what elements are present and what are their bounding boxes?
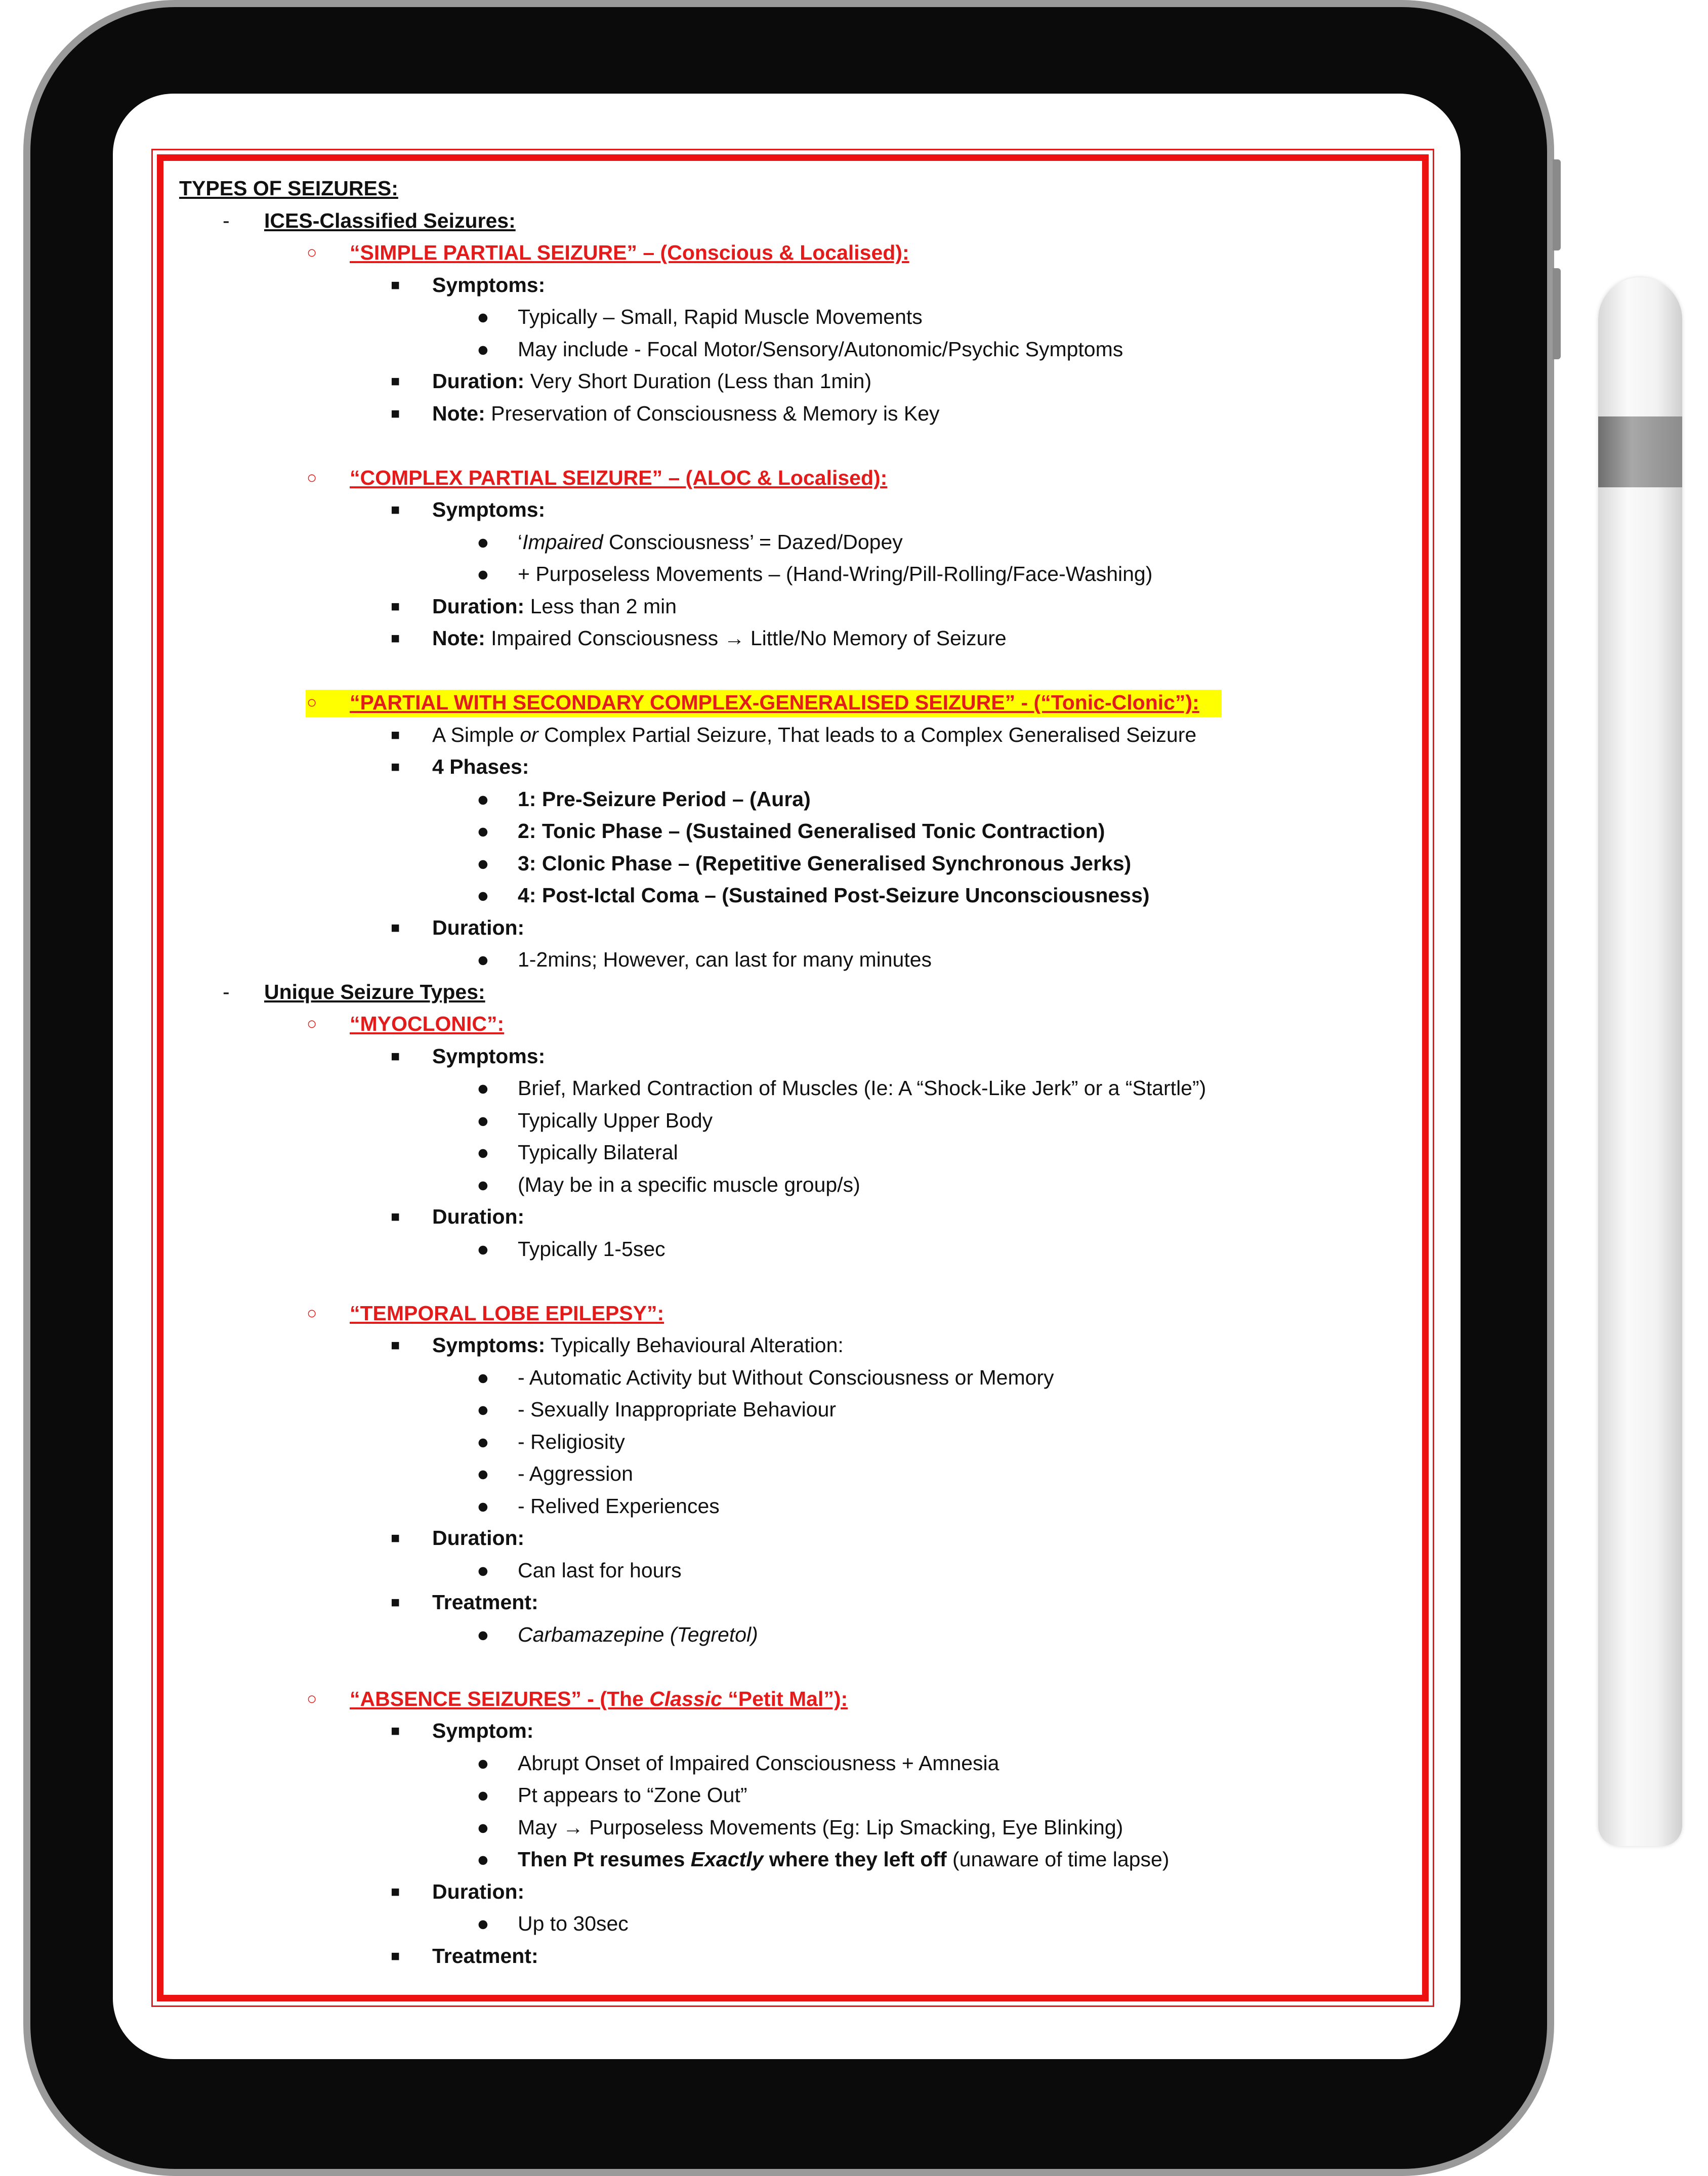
dot-bullet-icon: ● [477, 851, 489, 875]
line-text [518, 1844, 1169, 1876]
line-text [518, 848, 1131, 880]
square-bullet-icon: ■ [391, 1594, 400, 1611]
list-item [179, 1747, 1424, 1780]
blank-line [179, 1265, 1424, 1298]
text-segment: Then Pt resumes [518, 1848, 691, 1871]
line-text [432, 494, 545, 526]
volume-down-button [1553, 268, 1561, 359]
document-title [179, 173, 1424, 205]
dot-bullet-icon: ● [477, 1462, 489, 1485]
line-text [518, 1619, 758, 1651]
list-item [179, 1105, 1424, 1137]
text-segment: “SIMPLE PARTIAL SEIZURE” – (Conscious & Localised): [350, 241, 909, 264]
square-bullet-icon: ■ [391, 759, 400, 775]
text-segment: Typically 1-5sec [518, 1237, 665, 1261]
square-bullet-icon: ■ [391, 501, 400, 518]
text-segment: “PARTIAL WITH SECONDARY COMPLEX-GENERALISED SEIZURE” - (“Tonic-Clonic”): [350, 691, 1199, 714]
line-text [432, 1876, 524, 1908]
line-text [518, 1812, 1123, 1844]
line-text [518, 1233, 665, 1266]
list-item [179, 365, 1424, 398]
text-segment: Preservation of Consciousness & Memory is Key [485, 401, 940, 425]
dot-bullet-icon: ● [477, 337, 489, 361]
line-text [432, 1329, 844, 1362]
square-bullet-icon: ■ [391, 373, 400, 390]
line-text [350, 1683, 848, 1715]
circle-bullet-icon: ○ [307, 243, 317, 262]
line-text [518, 1490, 720, 1523]
list-item [179, 751, 1424, 783]
text-segment: - Automatic Activity but Without Consciousness or Memory [518, 1365, 1054, 1389]
list-item [179, 269, 1424, 302]
line-text [264, 976, 485, 1009]
list-item [179, 976, 1424, 1009]
line-text [432, 912, 524, 944]
list-item [179, 558, 1424, 591]
list-item [179, 333, 1424, 366]
text-segment: Duration: [432, 915, 525, 939]
dot-bullet-icon: ● [477, 1398, 489, 1421]
circle-bullet-icon: ○ [307, 1014, 317, 1033]
square-bullet-icon: ■ [391, 919, 400, 936]
list-item [179, 398, 1424, 430]
text-segment: Very Short Duration (Less than 1min) [524, 369, 872, 393]
text-segment: - Religiosity [518, 1430, 625, 1453]
line-text [432, 591, 677, 623]
text-segment: Symptoms: [432, 273, 546, 297]
text-segment: Typically Behavioural Alteration: [545, 1333, 844, 1357]
square-bullet-icon: ■ [391, 276, 400, 294]
square-bullet-icon: ■ [391, 630, 400, 647]
line-text [518, 815, 1105, 848]
text-segment: Symptoms: [432, 1333, 546, 1357]
text-segment: Carbamazepine (Tegretol) [518, 1622, 758, 1646]
text-segment: (unaware of time lapse) [946, 1848, 1170, 1871]
line-text [350, 687, 1199, 719]
text-segment: Brief, Marked Contraction of Muscles (Ie: A “Shock-Like Jerk” or a “Startle”) [518, 1076, 1206, 1100]
square-bullet-icon: ■ [391, 726, 400, 743]
circle-bullet-icon: ○ [307, 1303, 317, 1323]
list-item [179, 1394, 1424, 1426]
list-item [179, 1555, 1424, 1587]
text-segment: Treatment: [432, 1591, 538, 1614]
text-segment: Abrupt Onset of Impaired Consciousness + Amnesia [518, 1751, 999, 1775]
list-item [179, 912, 1424, 944]
line-text [518, 1169, 860, 1201]
dot-bullet-icon: ● [477, 562, 489, 585]
text-segment: Can last for hours [518, 1558, 682, 1582]
line-text [432, 1715, 533, 1747]
line-text [518, 1747, 999, 1780]
text-segment: “MYOCLONIC”: [350, 1012, 505, 1035]
dot-bullet-icon: ● [477, 1430, 489, 1453]
list-item [179, 1233, 1424, 1266]
line-text [518, 526, 903, 559]
text-segment: Classic [649, 1687, 722, 1710]
list-item [179, 1137, 1424, 1169]
text-segment: May include - Focal Motor/Sensory/Autonomic/Psychic Symptoms [518, 337, 1123, 361]
text-segment: Complex Partial Seizure, That leads to a Complex Generalised Seizure [538, 723, 1197, 746]
text-segment: - Aggression [518, 1462, 633, 1485]
line-text [518, 1394, 836, 1426]
line-text [518, 1426, 625, 1458]
text-segment: “TEMPORAL LOBE EPILEPSY”: [350, 1301, 664, 1325]
list-item [179, 205, 1424, 237]
text-segment: “Petit Mal”): [722, 1687, 848, 1710]
blank-line [179, 1651, 1424, 1683]
section-heading [179, 687, 1424, 719]
line-text [350, 462, 887, 494]
line-text [432, 365, 871, 398]
line-text [432, 398, 940, 430]
text-segment: Symptom: [432, 1719, 534, 1742]
line-text [518, 1555, 682, 1587]
dash-bullet-icon: - [223, 980, 230, 1003]
line-text [432, 719, 1196, 751]
list-item [179, 1426, 1424, 1458]
list-item [179, 1940, 1424, 1973]
circle-bullet-icon: ○ [307, 1689, 317, 1708]
line-text [518, 301, 923, 333]
line-text [518, 1458, 633, 1490]
dot-bullet-icon: ● [477, 1365, 489, 1389]
line-text [518, 1137, 678, 1169]
dot-bullet-icon: ● [477, 787, 489, 811]
blank-line [179, 430, 1424, 462]
line-text [264, 205, 516, 237]
square-bullet-icon: ■ [391, 1208, 400, 1225]
pencil-band [1598, 416, 1682, 487]
list-item [179, 526, 1424, 559]
line-text [432, 269, 545, 302]
text-segment: Note: [432, 626, 485, 650]
list-item [179, 1586, 1424, 1619]
line-text [432, 1040, 545, 1073]
text-segment: 1-2mins; However, can last for many minutes [518, 948, 932, 971]
dot-bullet-icon: ● [477, 1622, 489, 1646]
square-bullet-icon: ■ [391, 1883, 400, 1900]
text-segment: Less than 2 min [524, 594, 677, 618]
text-segment: 4 Phases: [432, 755, 529, 778]
line-text [518, 1105, 713, 1137]
square-bullet-icon: ■ [391, 1723, 400, 1739]
dot-bullet-icon: ● [477, 1494, 489, 1518]
text-segment: “COMPLEX PARTIAL SEIZURE” – (ALOC & Localised): [350, 466, 888, 489]
text-segment: Unique Seizure Types: [264, 980, 485, 1003]
text-segment: Duration: [432, 1205, 525, 1228]
list-item [179, 1812, 1424, 1844]
list-item [179, 1619, 1424, 1651]
text-segment: Duration: [432, 594, 525, 618]
text-segment: 3: Clonic Phase – (Repetitive Generalised Synchronous Jerks) [518, 851, 1132, 875]
stylus-pencil [1598, 277, 1682, 1846]
list-item [179, 815, 1424, 848]
text-segment: ‘ [518, 530, 523, 554]
text-segment: Treatment: [432, 1944, 538, 1968]
text-segment: - Sexually Inappropriate Behaviour [518, 1398, 837, 1421]
list-item [179, 1201, 1424, 1233]
volume-up-button [1553, 159, 1561, 250]
list-item [179, 1876, 1424, 1908]
list-item [179, 1458, 1424, 1490]
list-item [179, 494, 1424, 526]
list-item [179, 1490, 1424, 1523]
circle-bullet-icon: ○ [307, 468, 317, 487]
section-heading [179, 237, 1424, 269]
square-bullet-icon: ■ [391, 1947, 400, 1964]
dot-bullet-icon: ● [477, 1783, 489, 1807]
dot-bullet-icon: ● [477, 1108, 489, 1132]
line-text [518, 333, 1123, 366]
text-segment: Pt appears to “Zone Out” [518, 1783, 747, 1807]
blank-line [179, 655, 1424, 687]
line-text [350, 1298, 664, 1330]
list-item [179, 1715, 1424, 1747]
line-text [432, 1522, 524, 1555]
line-text [518, 880, 1150, 912]
text-segment: (May be in a specific muscle group/s) [518, 1173, 860, 1196]
dot-bullet-icon: ● [477, 1076, 489, 1100]
line-text [518, 1362, 1054, 1394]
list-item [179, 1362, 1424, 1394]
text-segment: Consciousness’ = Dazed/Dopey [603, 530, 903, 554]
section-heading [179, 1008, 1424, 1040]
line-text [432, 1201, 524, 1233]
text-segment: Exactly [690, 1848, 764, 1871]
list-item [179, 1329, 1424, 1362]
text-segment: Duration: [432, 369, 525, 393]
document-content [179, 173, 1424, 1972]
dot-bullet-icon: ● [477, 948, 489, 971]
list-item [179, 848, 1424, 880]
text-segment: Impaired Consciousness → Little/No Memory of Seizure [485, 626, 1007, 650]
text-segment: 2: Tonic Phase – (Sustained Generalised Tonic Contraction) [518, 819, 1105, 843]
line-text [432, 1586, 538, 1619]
text-segment: May → Purposeless Movements (Eg: Lip Smacking, Eye Blinking) [518, 1815, 1123, 1839]
dot-bullet-icon: ● [477, 1173, 489, 1196]
text-segment: Impaired [522, 530, 603, 554]
text-segment: Up to 30sec [518, 1912, 629, 1935]
text-segment: “ABSENCE SEIZURES” - (The [350, 1687, 650, 1710]
text-segment: ICES-Classified Seizures: [264, 208, 516, 232]
text-segment: Typically – Small, Rapid Muscle Movements [518, 305, 923, 328]
section-heading [179, 1683, 1424, 1715]
text-segment: - Relived Experiences [518, 1494, 720, 1518]
text-segment: Note: [432, 401, 485, 425]
list-item [179, 719, 1424, 751]
square-bullet-icon: ■ [391, 1530, 400, 1546]
line-text [350, 237, 909, 269]
dot-bullet-icon: ● [477, 1848, 489, 1871]
dot-bullet-icon: ● [477, 1237, 489, 1261]
list-item [179, 1040, 1424, 1073]
list-item [179, 1169, 1424, 1201]
list-item [179, 1779, 1424, 1812]
text-segment: Duration: [432, 1879, 525, 1903]
line-text [518, 1908, 629, 1940]
line-text [432, 1940, 538, 1973]
list-item [179, 783, 1424, 816]
dash-bullet-icon: - [223, 208, 230, 232]
line-text [179, 173, 398, 205]
square-bullet-icon: ■ [391, 1337, 400, 1354]
line-text [350, 1008, 504, 1040]
dot-bullet-icon: ● [477, 530, 489, 554]
dot-bullet-icon: ● [477, 884, 489, 907]
text-segment: Typically Bilateral [518, 1141, 678, 1164]
text-segment: where they left off [763, 1848, 947, 1871]
line-text [432, 751, 529, 783]
square-bullet-icon: ■ [391, 1048, 400, 1065]
section-heading [179, 462, 1424, 494]
list-item [179, 1072, 1424, 1105]
text-segment: 4: Post-Ictal Coma – (Sustained Post-Seizure Unconsciousness) [518, 884, 1150, 907]
text-segment: Duration: [432, 1526, 525, 1550]
text-segment: 1: Pre-Seizure Period – (Aura) [518, 787, 811, 811]
dot-bullet-icon: ● [477, 1815, 489, 1839]
text-segment: Symptoms: [432, 498, 546, 521]
list-item [179, 1522, 1424, 1555]
text-segment: + Purposeless Movements – (Hand-Wring/Pill-Rolling/Face-Washing) [518, 562, 1153, 585]
list-item [179, 880, 1424, 912]
dot-bullet-icon: ● [477, 819, 489, 843]
list-item [179, 591, 1424, 623]
square-bullet-icon: ■ [391, 405, 400, 422]
list-item [179, 1908, 1424, 1940]
line-text [518, 558, 1152, 591]
list-item [179, 944, 1424, 976]
dot-bullet-icon: ● [477, 305, 489, 328]
line-text [518, 783, 811, 816]
list-item [179, 622, 1424, 655]
dot-bullet-icon: ● [477, 1141, 489, 1164]
dot-bullet-icon: ● [477, 1558, 489, 1582]
line-text [518, 944, 932, 976]
text-segment: Symptoms: [432, 1044, 546, 1068]
square-bullet-icon: ■ [391, 598, 400, 615]
list-item [179, 1844, 1424, 1876]
text-segment: A Simple [432, 723, 520, 746]
list-item [179, 301, 1424, 333]
line-text [432, 622, 1007, 655]
circle-bullet-icon: ○ [307, 693, 317, 712]
text-segment: TYPES OF SEIZURES: [179, 177, 398, 200]
dot-bullet-icon: ● [477, 1912, 489, 1935]
text-segment: or [520, 723, 538, 746]
dot-bullet-icon: ● [477, 1751, 489, 1775]
line-text [518, 1779, 747, 1812]
section-heading [179, 1298, 1424, 1330]
line-text [518, 1072, 1206, 1105]
text-segment: Typically Upper Body [518, 1108, 713, 1132]
